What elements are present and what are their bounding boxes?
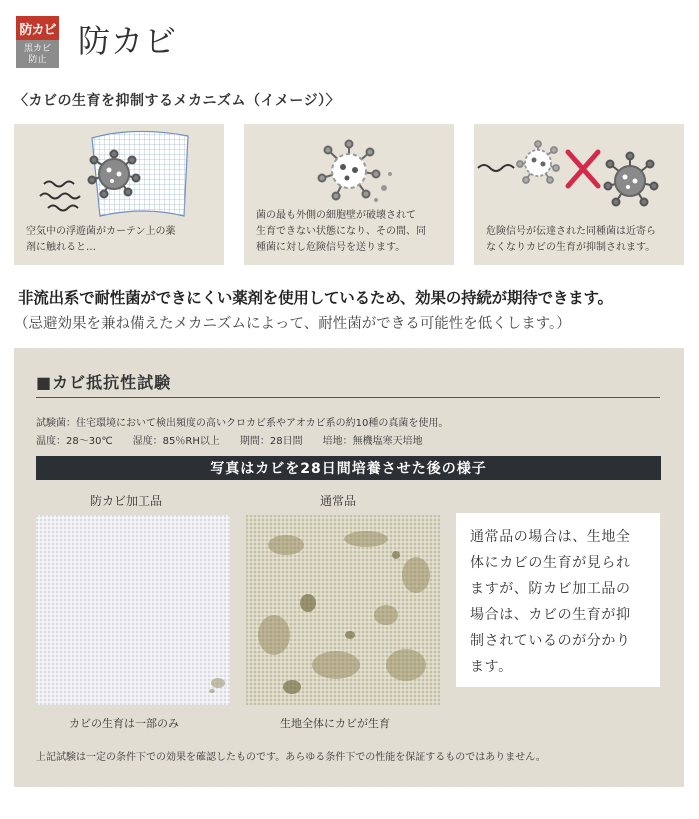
panel-3-line2: なくなりカビの生育が抑制されます。 (486, 242, 656, 253)
mechanism-panel-3 (474, 124, 684, 265)
effect-substatement: （忌避効果を兼ね備えたメカニズムによって、耐性菌ができる可能性を低くします。） (14, 316, 571, 332)
approaching-spore-icon (605, 153, 658, 206)
page-title: 防カビ (78, 22, 178, 60)
mechanism-panel-1 (14, 124, 224, 265)
note-line3: ますが、防カビ加工品の (470, 581, 631, 597)
panel-1-line1: 空気中の浮遊菌がカーテン上の薬 (26, 226, 176, 237)
damaged-spore-icon (319, 141, 393, 203)
badge-label: 防カビ (16, 16, 59, 40)
anti-mold-badge (16, 16, 59, 68)
signal-repel-illustration (474, 124, 684, 214)
small-spore-icon (517, 141, 559, 183)
comparison-note (456, 513, 660, 687)
note-line1: 通常品の場合は、生地全 (470, 529, 631, 545)
photo-banner: 写真はカビを28日間培養させた後の様子 (36, 456, 661, 480)
test-heading: ■カビ抵抗性試験 (36, 373, 172, 392)
test-conditions-line2: 温度：28～30℃ 湿度：85％RH以上 期間：28日間 培地：無機塩寒天培地 (36, 436, 423, 447)
mechanism-heading: 〈カビの生育を抑制するメカニズム（イメージ）〉 (14, 93, 341, 109)
cross-mark-icon (568, 152, 598, 186)
signal-wave-icon (478, 165, 514, 171)
untreated-fabric-photo (246, 515, 440, 705)
panel-2-text (256, 208, 446, 256)
panel-1-line2: 剤に触れると… (26, 242, 96, 253)
panel-2-line3: 種菌に対し危険信号を送ります。 (256, 242, 406, 253)
badge-sublabel-line2: 防止 (28, 54, 47, 65)
note-line6: ます。 (470, 659, 513, 675)
divider (36, 397, 660, 398)
treated-label: 防カビ加工品 (90, 494, 163, 508)
treated-fabric-photo (36, 515, 230, 705)
destroyed-spore-illustration (244, 124, 454, 214)
mechanism-panel-2 (244, 124, 454, 265)
panel-2-line1: 菌の最も外側の細胞壁が破壊されて (256, 210, 416, 221)
panel-3-text (486, 224, 676, 256)
untreated-label: 通常品 (320, 494, 357, 508)
mold-resistance-test-section (14, 348, 684, 787)
note-line5: 制されているのが分かり (470, 633, 631, 649)
panel-3-line1: 危険信号が伝達された同種菌は近寄ら (486, 226, 656, 237)
test-conditions-line1: 試験菌：住宅環境において検出頻度の高いクロカビ系やアオカビ系の約10種の真菌を使用。 (36, 418, 449, 429)
note-line4: 場合は、カビの生育が抑 (470, 607, 631, 623)
panel-2-line2: 生育できない状態になり、その間、同 (256, 226, 426, 237)
note-line2: 体にカビの生育が見られ (470, 555, 631, 571)
badge-sublabel (16, 40, 59, 68)
badge-sublabel-line1: 黒カビ (23, 43, 51, 54)
panel-1-text (26, 224, 216, 256)
effect-statement: 非流出系で耐性菌ができにくい薬剤を使用しているため、効果の持続が期待できます。 (18, 289, 613, 307)
spore-on-fabric-illustration (14, 124, 224, 224)
untreated-caption: 生地全体にカビが生育 (280, 717, 390, 730)
treated-caption: カビの生育は一部のみ (69, 717, 179, 730)
test-disclaimer: 上記試験は一定の条件下での効果を確認したものです。あらゆる条件下での性能を保証するものではありません。 (36, 752, 546, 763)
